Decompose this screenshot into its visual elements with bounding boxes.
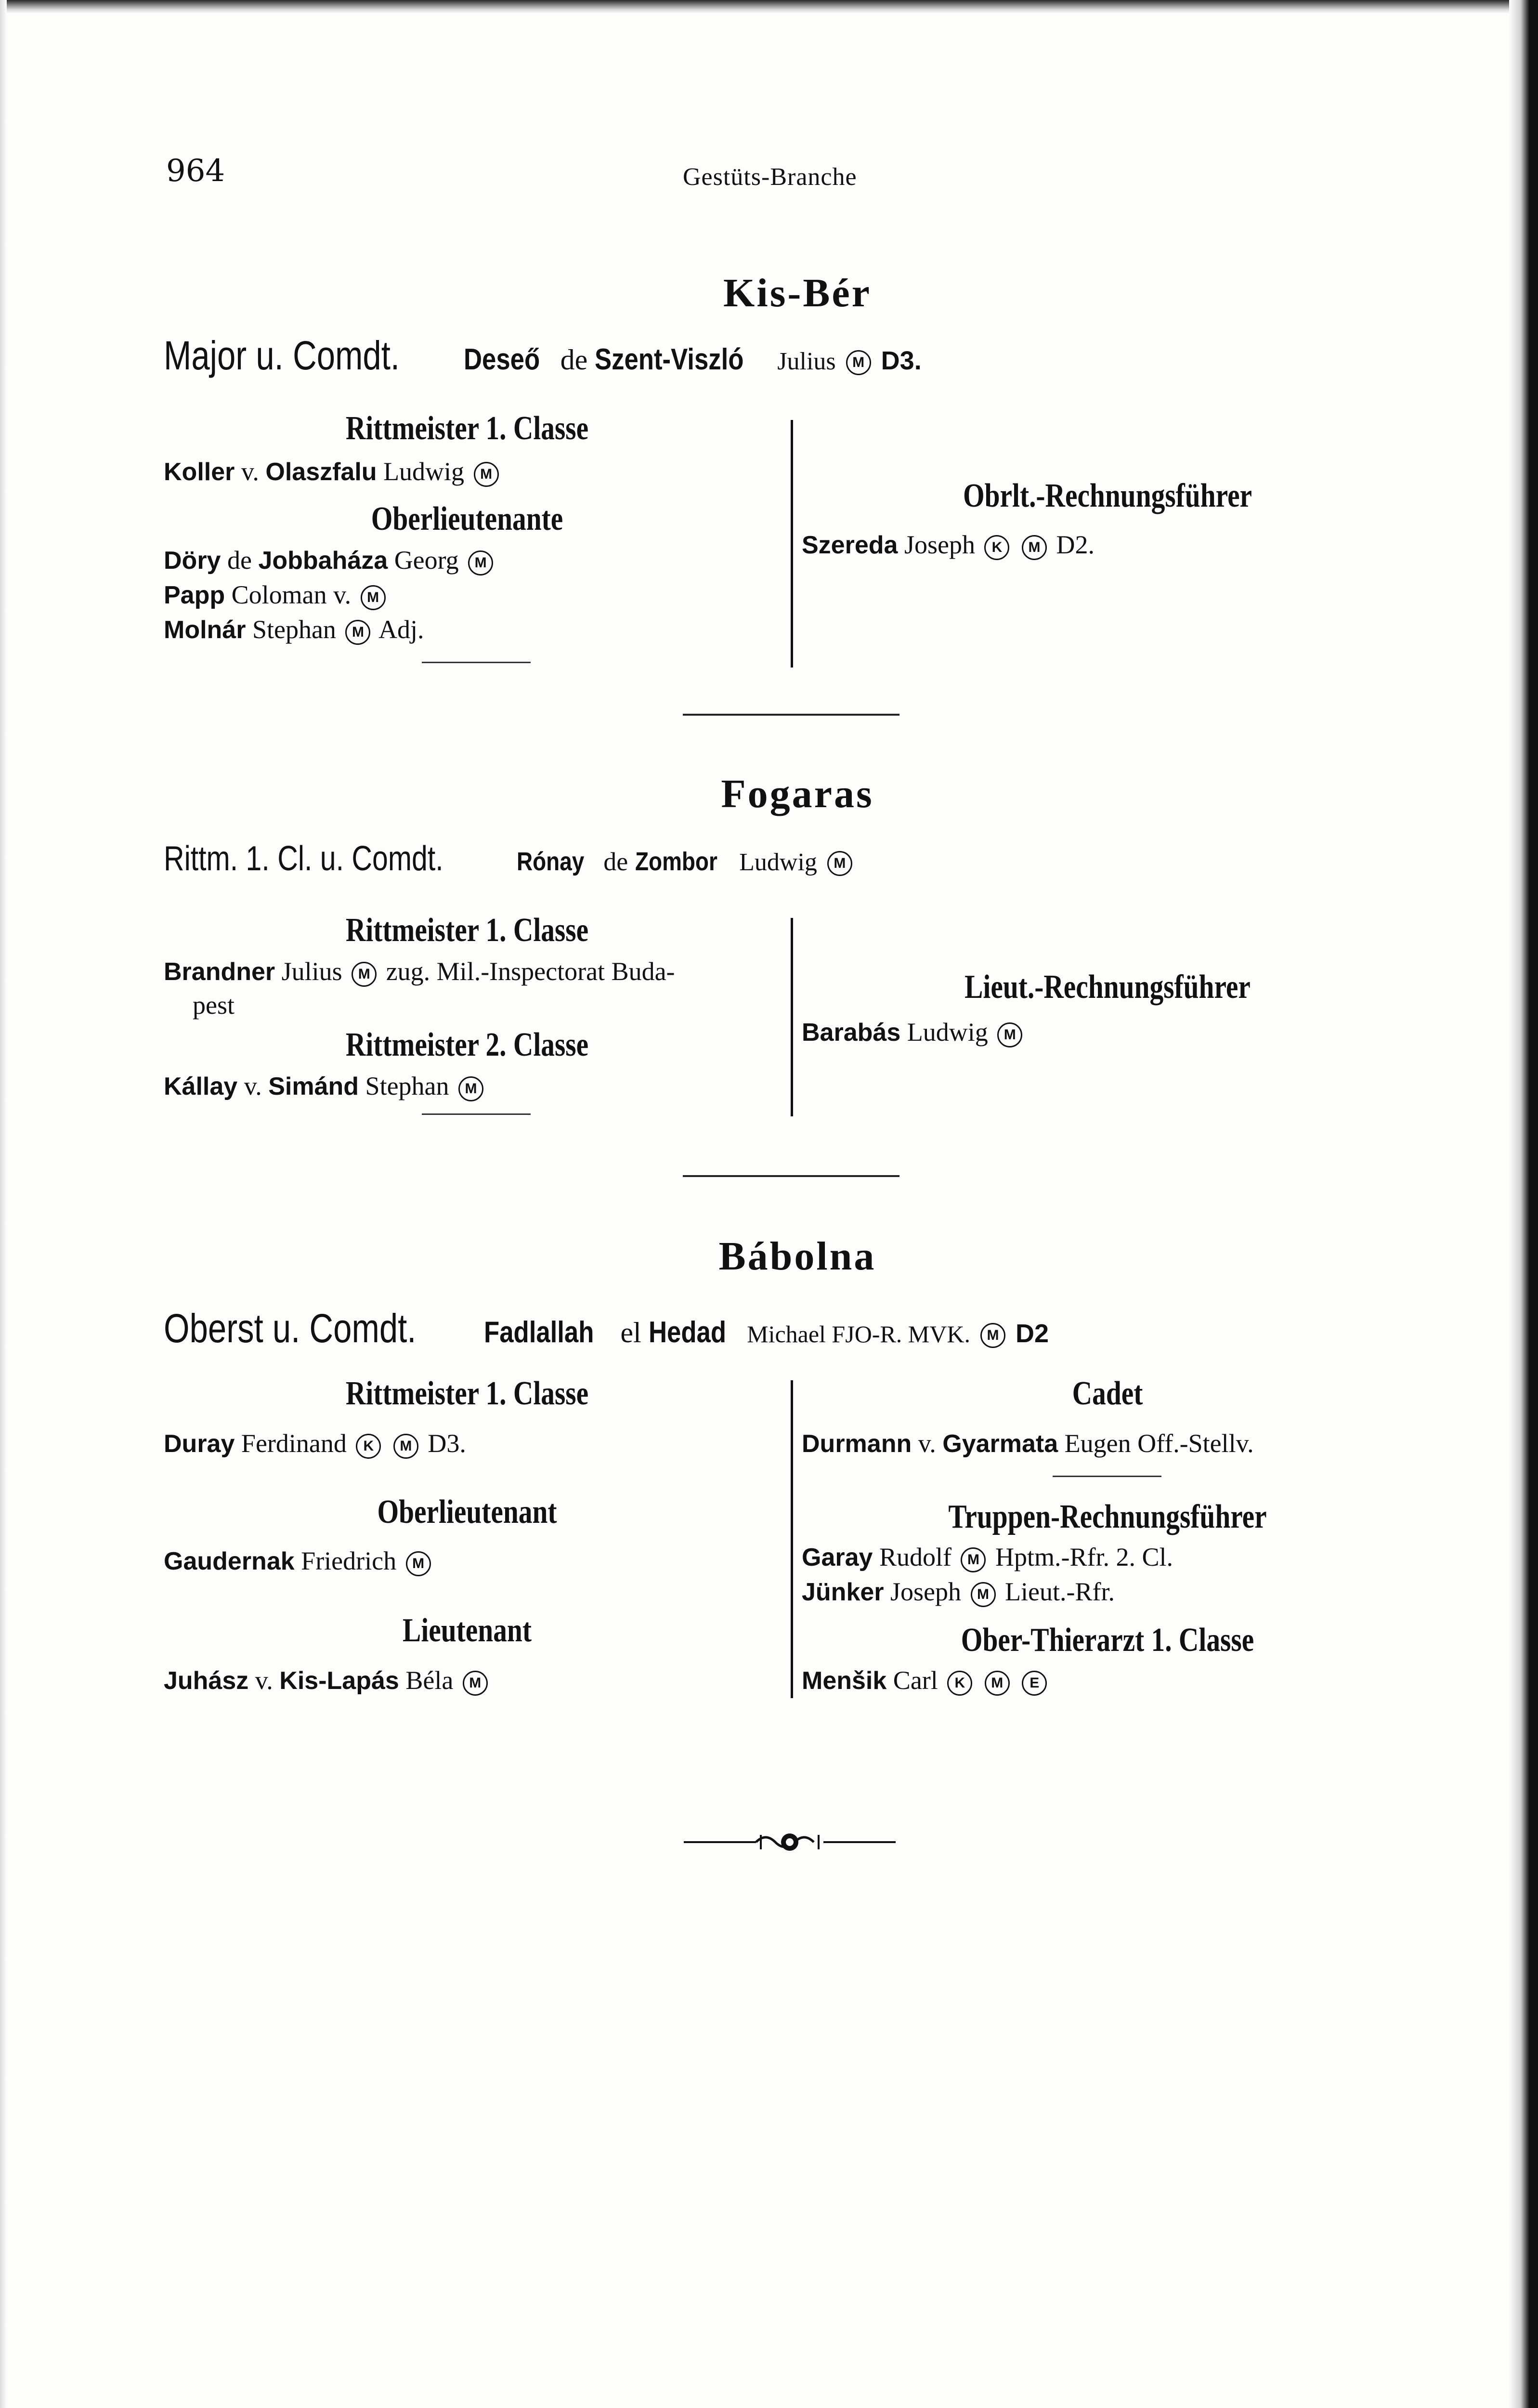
entry-name: Jünker [802, 1578, 884, 1606]
heading-ober-thierarzt: Ober-Thierarzt 1. Classe [961, 1622, 1254, 1659]
entry-garay [802, 1542, 1173, 1572]
commander-suffix: D2 [1015, 1319, 1049, 1348]
commander-given: Michael FJO-R. MVK. [747, 1321, 970, 1348]
column-divider [791, 1380, 793, 1698]
heading-lieut-rechnungsfuhrer: Lieut.-Rechnungsführer [965, 968, 1251, 1006]
column-divider [791, 420, 793, 667]
commander-name1: Deseő [463, 343, 540, 376]
m-badge-icon: M [345, 620, 370, 645]
short-rule [1053, 1476, 1161, 1477]
m-badge-icon: M [961, 1547, 986, 1572]
column-divider [791, 918, 793, 1116]
entry-after: Lieut.-Rfr. [1005, 1577, 1115, 1606]
entry-after: D3. [428, 1429, 466, 1458]
section-title-fogaras: Fogaras [721, 772, 874, 816]
k-badge-icon: K [947, 1671, 972, 1696]
heading-rittmeister-1: Rittmeister 1. Classe [345, 1375, 589, 1412]
short-rule [422, 662, 531, 663]
entry-name: Durmann [802, 1430, 912, 1458]
entry-particle: de [227, 546, 252, 575]
m-badge-icon: M [406, 1551, 431, 1576]
entry-particle: v. [918, 1429, 936, 1458]
m-badge-icon: M [474, 462, 499, 487]
entry-name: Molnár [164, 616, 246, 644]
m-badge-icon: M [997, 1022, 1022, 1047]
m-badge-icon: M [971, 1582, 996, 1607]
entry-durmann [802, 1428, 1254, 1458]
commander-line-kis-ber [164, 332, 922, 379]
heading-rittmeister-1: Rittmeister 1. Classe [345, 912, 589, 949]
entry-name: Papp [164, 581, 225, 609]
entry-dory [164, 545, 496, 576]
short-rule [422, 1113, 531, 1115]
heading-truppen-rechnungsfuhrer: Truppen-Rechnungsführer [948, 1498, 1267, 1535]
e-badge-icon: E [1022, 1671, 1047, 1696]
m-badge-icon: M [393, 1434, 418, 1459]
entry-given: Béla [405, 1666, 454, 1695]
m-badge-icon: M [458, 1076, 483, 1101]
entry-brandner-cont: pest [193, 991, 235, 1020]
entry-name: Juhász [164, 1667, 249, 1695]
commander-line-babolna [164, 1305, 1049, 1352]
m-badge-icon: M [985, 1671, 1010, 1696]
commander-name1: Fadlallah [483, 1316, 594, 1349]
entry-koller [164, 457, 502, 487]
section-separator [683, 714, 899, 716]
entry-name: Brandner [164, 958, 275, 986]
k-badge-icon: K [984, 535, 1009, 560]
entry-particle: v. [241, 457, 259, 486]
entry-given: Rudolf [879, 1543, 951, 1571]
entry-given: Stephan [365, 1072, 449, 1100]
entry-papp [164, 580, 389, 610]
m-badge-icon: M [980, 1323, 1005, 1348]
m-badge-icon: M [846, 350, 871, 375]
entry-given: Julius [281, 957, 342, 986]
section-separator [683, 1175, 899, 1177]
entry-after: Off.-Stellv. [1137, 1429, 1254, 1458]
heading-rittmeister-1: Rittmeister 1. Classe [345, 410, 589, 447]
commander-name2: Zombor [635, 847, 718, 876]
m-badge-icon: M [463, 1671, 488, 1696]
entry-given: Ferdinand [241, 1429, 347, 1458]
entry-particle: v. [255, 1666, 273, 1695]
section-title-babolna: Bábolna [718, 1234, 876, 1279]
entry-given: Joseph [890, 1577, 962, 1606]
entry-name2: Jobbaháza [258, 547, 388, 575]
entry-name: Koller [164, 458, 235, 486]
running-title: Gestüts-Branche [683, 163, 857, 191]
entry-name2: Kis-Lapás [279, 1667, 399, 1695]
commander-name1: Rónay [517, 847, 585, 876]
entry-name: Garay [802, 1544, 873, 1571]
entry-duray [164, 1428, 466, 1459]
section-title-kis-ber: Kis-Bér [723, 271, 872, 315]
entry-name: Menšik [802, 1667, 887, 1695]
entry-juhasz [164, 1665, 491, 1696]
entry-gaudernak [164, 1546, 434, 1576]
entry-after: zug. Mil.-Inspectorat Buda- [386, 957, 675, 986]
entry-given: Eugen [1064, 1429, 1131, 1458]
commander-de: de [560, 344, 588, 376]
scan-edge-left [0, 0, 7, 2408]
heading-oberlieutenant: Oberlieutenant [377, 1493, 557, 1531]
entry-molnar [164, 615, 424, 645]
entry-name: Duray [164, 1430, 235, 1458]
entry-name2: Olaszfalu [265, 458, 377, 486]
entry-barabas [802, 1017, 1025, 1047]
entry-name: Kállay [164, 1073, 238, 1100]
entry-mensik [802, 1665, 1050, 1696]
commander-rank: Rittm. 1. Cl. u. Comdt. [164, 839, 443, 878]
entry-given: Friedrich [301, 1546, 397, 1575]
m-badge-icon: M [352, 962, 377, 987]
heading-cadet: Cadet [1072, 1375, 1143, 1412]
entry-given: Georg [394, 546, 459, 575]
entry-name2: Simánd [268, 1073, 359, 1100]
entry-name: Barabás [802, 1019, 901, 1047]
m-badge-icon: M [468, 550, 493, 576]
entry-given: Coloman v. [231, 580, 352, 609]
entry-given: Ludwig [383, 457, 465, 486]
end-ornament-icon [684, 1825, 896, 1859]
commander-name2: Szent-Viszló [595, 343, 744, 376]
entry-szereda [802, 530, 1095, 560]
entry-after: D2. [1056, 530, 1095, 559]
entry-brandner [164, 956, 675, 987]
scan-edge-top [0, 0, 1538, 13]
commander-given: Julius [777, 348, 836, 375]
entry-name: Gaudernak [164, 1547, 295, 1575]
entry-name: Szereda [802, 531, 898, 559]
scan-edge-right [1509, 0, 1538, 2408]
entry-name2: Gyarmata [942, 1430, 1058, 1458]
entry-given: Joseph [904, 530, 975, 559]
commander-given: Ludwig [739, 849, 817, 876]
entry-given: Ludwig [907, 1018, 988, 1047]
commander-rank: Major u. Comdt. [164, 333, 400, 378]
entry-junker [802, 1577, 1115, 1607]
commander-de: el [620, 1317, 641, 1348]
heading-lieutenant: Lieutenant [403, 1612, 532, 1649]
commander-de: de [603, 847, 628, 876]
m-badge-icon: M [1022, 535, 1047, 560]
commander-name2: Hedad [648, 1316, 726, 1349]
m-badge-icon: M [361, 585, 386, 610]
k-badge-icon: K [356, 1434, 381, 1459]
entry-particle: v. [244, 1072, 262, 1100]
entry-name: Döry [164, 547, 221, 575]
entry-kallay [164, 1071, 486, 1101]
entry-after: Hptm.-Rfr. 2. Cl. [995, 1543, 1173, 1571]
commander-rank: Oberst u. Comdt. [164, 1306, 417, 1351]
heading-obrlt-rechnungsfuhrer: Obrlt.-Rechnungsführer [963, 477, 1252, 514]
m-badge-icon: M [827, 851, 852, 876]
entry-given: Stephan [252, 615, 336, 644]
entry-given: Carl [893, 1666, 938, 1695]
commander-suffix: D3. [881, 346, 922, 375]
entry-after: Adj. [378, 615, 424, 644]
page-number: 964 [166, 153, 225, 189]
commander-line-fogaras [164, 839, 855, 878]
heading-rittmeister-2: Rittmeister 2. Classe [345, 1026, 589, 1063]
heading-oberlieutenante: Oberlieutenante [371, 500, 563, 537]
